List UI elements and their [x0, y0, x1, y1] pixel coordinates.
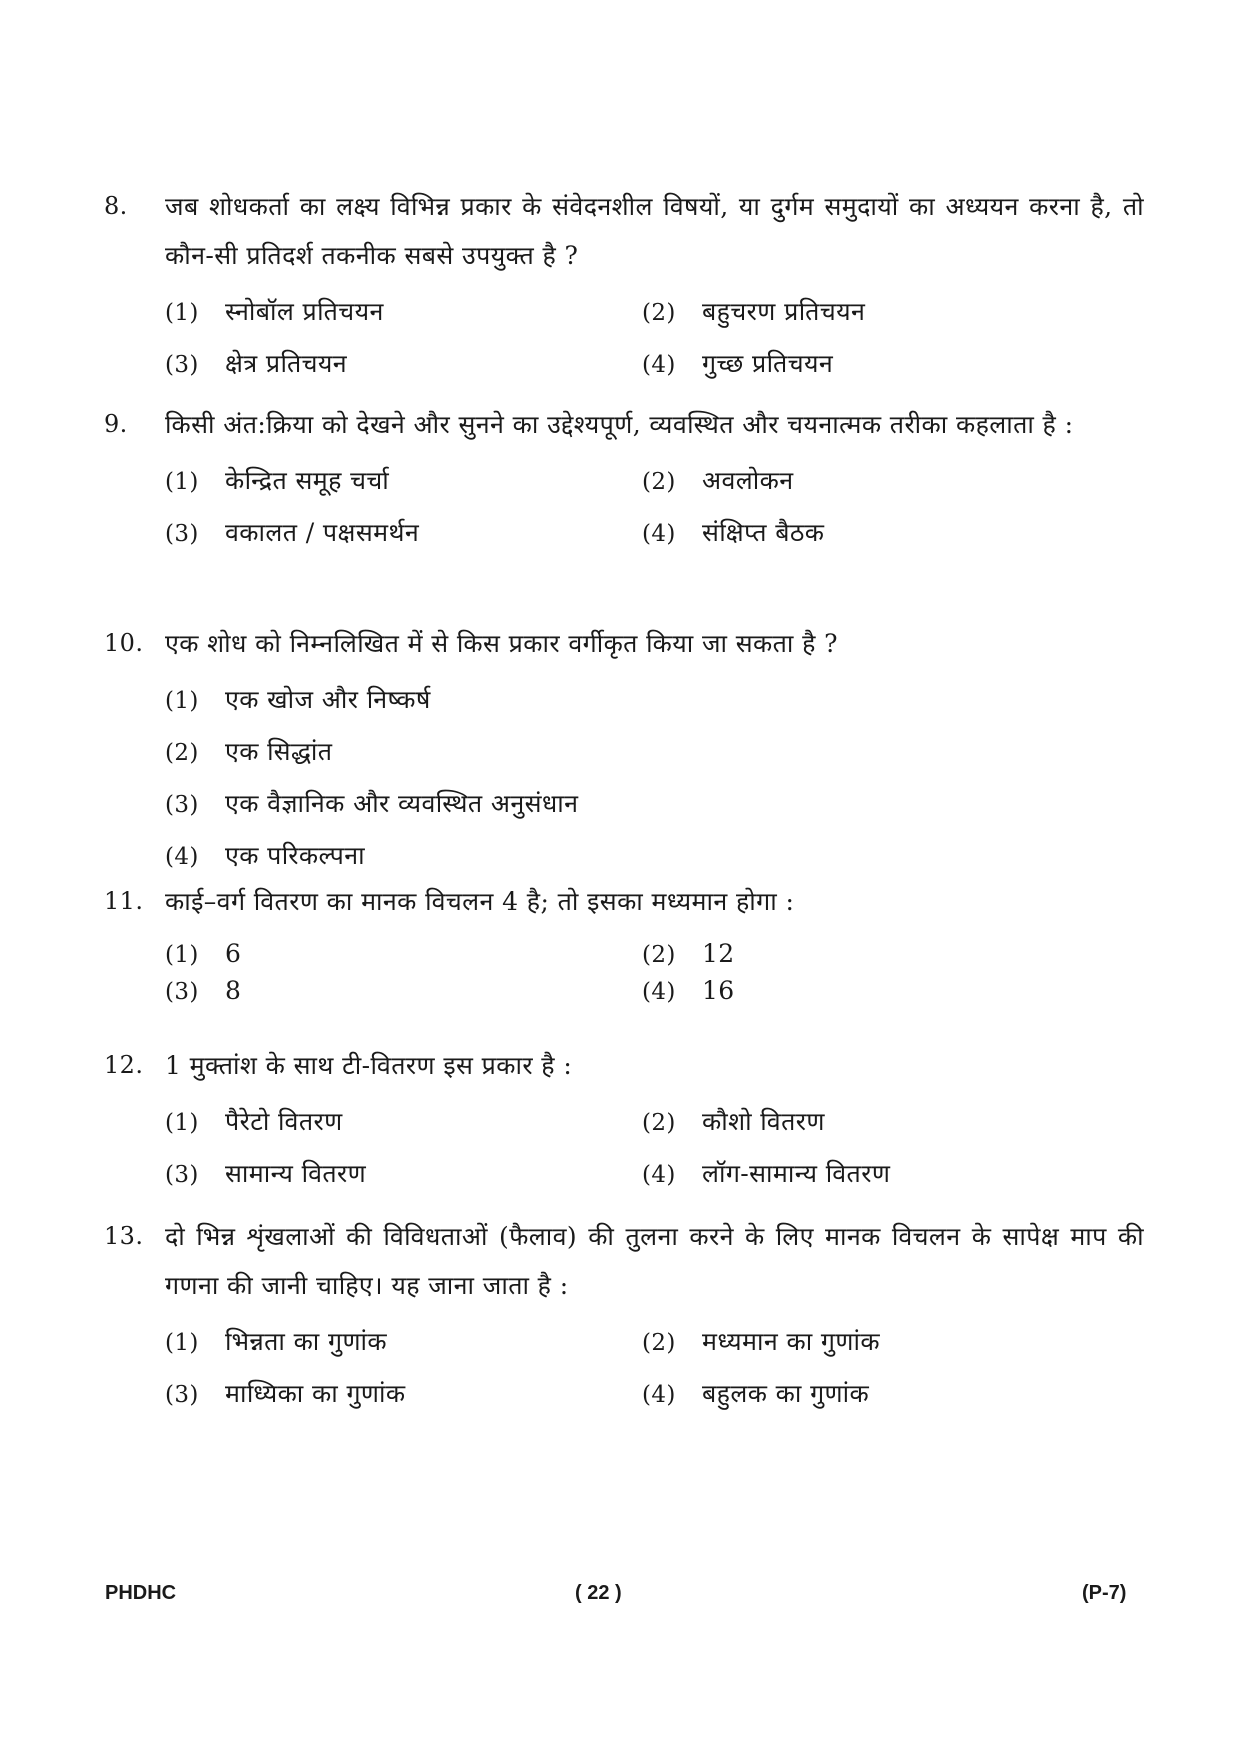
option-number: (2) [642, 1330, 676, 1356]
question-text-block [104, 877, 1144, 926]
option-4 [642, 1154, 890, 1194]
question-text-block [104, 182, 1144, 280]
option-number: (4) [642, 1162, 676, 1188]
option-number: (2) [642, 1110, 676, 1136]
question-text: किसी अंत:क्रिया को देखने और सुनने का उद्देश्यपूर्ण, व्यवस्थित और चयनात्मक तरीका कहलाता है : [165, 410, 1074, 439]
option-number: (3) [165, 979, 199, 1005]
option-3 [165, 513, 419, 553]
option-4 [642, 344, 833, 384]
options-grid [165, 1322, 1144, 1426]
question-number: 11. [104, 887, 144, 915]
option-text: क्षेत्र प्रतिचयन [225, 349, 348, 378]
option-1 [165, 461, 389, 501]
option-number: (1) [165, 469, 199, 495]
question-text: काई–वर्ग वितरण का मानक विचलन 4 है; तो इसका मध्यमान होगा : [165, 887, 795, 916]
option-text: अवलोकन [702, 466, 794, 495]
option-text: एक खोज और निष्कर्ष [225, 685, 431, 714]
question-9 [104, 400, 1144, 565]
paper-code: (P-7) [1082, 1582, 1127, 1604]
options-grid [165, 934, 1144, 1012]
option-text: एक परिकल्पना [225, 841, 365, 870]
question-text: एक शोध को निम्नलिखित में से किस प्रकार वर्गीकृत किया जा सकता है ? [165, 629, 838, 658]
option-3 [165, 1154, 366, 1194]
question-10 [104, 619, 1144, 876]
option-2 [642, 1322, 880, 1362]
question-8 [104, 182, 1144, 396]
option-text: 16 [702, 976, 735, 1005]
question-number: 9. [104, 410, 128, 438]
option-number: (4) [642, 352, 676, 378]
option-text: एक वैज्ञानिक और व्यवस्थित अनुसंधान [225, 789, 579, 818]
option-3 [165, 1374, 405, 1414]
option-2 [642, 934, 735, 974]
option-4 [642, 513, 824, 553]
option-3 [165, 344, 347, 384]
option-text: 12 [702, 939, 735, 968]
options-grid [165, 1102, 1144, 1206]
option-text: लॉग-सामान्य वितरण [702, 1159, 891, 1188]
option-number: (2) [642, 942, 676, 968]
option-number: (4) [642, 521, 676, 547]
question-text: 1 मुक्तांश के साथ टी-वितरण इस प्रकार है : [165, 1051, 573, 1080]
page-number: ( 22 ) [575, 1582, 622, 1604]
option-2 [642, 292, 865, 332]
options-grid [165, 292, 1144, 396]
option-text: बहुचरण प्रतिचयन [702, 297, 866, 326]
option-number: (3) [165, 1382, 199, 1408]
question-number: 12. [104, 1051, 144, 1079]
option-text: माध्यिका का गुणांक [225, 1379, 406, 1408]
question-text-block [104, 1212, 1144, 1310]
option-text: मध्यमान का गुणांक [702, 1327, 880, 1356]
question-text: दो भिन्न शृंखलाओं की विविधताओं (फैलाव) की तुलना करने के लिए मानक विचलन के सापेक्ष माप की गणना की जानी चाहिए। यह जाना जाता है : [165, 1222, 1144, 1300]
option-4 [165, 836, 365, 876]
option-number: (2) [642, 469, 676, 495]
option-text: गुच्छ प्रतिचयन [702, 349, 834, 378]
option-2 [165, 732, 332, 772]
options-grid [165, 461, 1144, 565]
option-2 [642, 1102, 825, 1142]
question-text-block [104, 1041, 1144, 1090]
question-text-block [104, 400, 1144, 449]
question-13 [104, 1212, 1144, 1426]
option-number: (3) [165, 792, 199, 818]
option-number: (3) [165, 1162, 199, 1188]
option-3 [165, 784, 578, 824]
option-number: (3) [165, 521, 199, 547]
option-1 [165, 1102, 343, 1142]
option-number: (4) [165, 844, 199, 870]
option-1 [165, 934, 241, 974]
option-4 [642, 971, 735, 1011]
option-number: (1) [165, 1110, 199, 1136]
option-4 [642, 1374, 869, 1414]
option-number: (1) [165, 688, 199, 714]
option-text: कौशो वितरण [702, 1107, 825, 1136]
option-number: (1) [165, 300, 199, 326]
question-text: जब शोधकर्ता का लक्ष्य विभिन्न प्रकार के संवेदनशील विषयों, या दुर्गम समुदायों का अध्ययन करना है, तो कौन-सी प्रतिदर्श तकनीक सबसे उपयुक्त है ? [165, 192, 1144, 270]
option-1 [165, 680, 431, 720]
option-number: (1) [165, 1330, 199, 1356]
option-number: (3) [165, 352, 199, 378]
option-text: पैरेटो वितरण [225, 1107, 343, 1136]
options-list [165, 680, 1144, 876]
option-number: (2) [642, 300, 676, 326]
option-number: (2) [165, 740, 199, 766]
option-text: संक्षिप्त बैठक [702, 518, 825, 547]
question-text-block [104, 619, 1144, 668]
option-text: सामान्य वितरण [225, 1159, 367, 1188]
option-3 [165, 971, 241, 1011]
option-text: स्नोबॉल प्रतिचयन [225, 297, 384, 326]
question-12 [104, 1041, 1144, 1206]
question-number: 13. [104, 1222, 144, 1250]
option-1 [165, 292, 384, 332]
option-text: वकालत / पक्षसमर्थन [225, 518, 420, 547]
option-number: (1) [165, 942, 199, 968]
question-11 [104, 877, 1144, 1012]
option-text: 6 [225, 939, 242, 968]
footer-code: PHDHC [105, 1582, 177, 1604]
option-number: (4) [642, 979, 676, 1005]
option-number: (4) [642, 1382, 676, 1408]
option-text: 8 [225, 976, 242, 1005]
option-text: भिन्नता का गुणांक [225, 1327, 388, 1356]
question-number: 8. [104, 192, 128, 220]
option-text: केन्द्रित समूह चर्चा [225, 466, 390, 495]
option-1 [165, 1322, 387, 1362]
option-text: एक सिद्धांत [225, 737, 333, 766]
option-text: बहुलक का गुणांक [702, 1379, 870, 1408]
option-2 [642, 461, 794, 501]
question-number: 10. [104, 629, 144, 657]
